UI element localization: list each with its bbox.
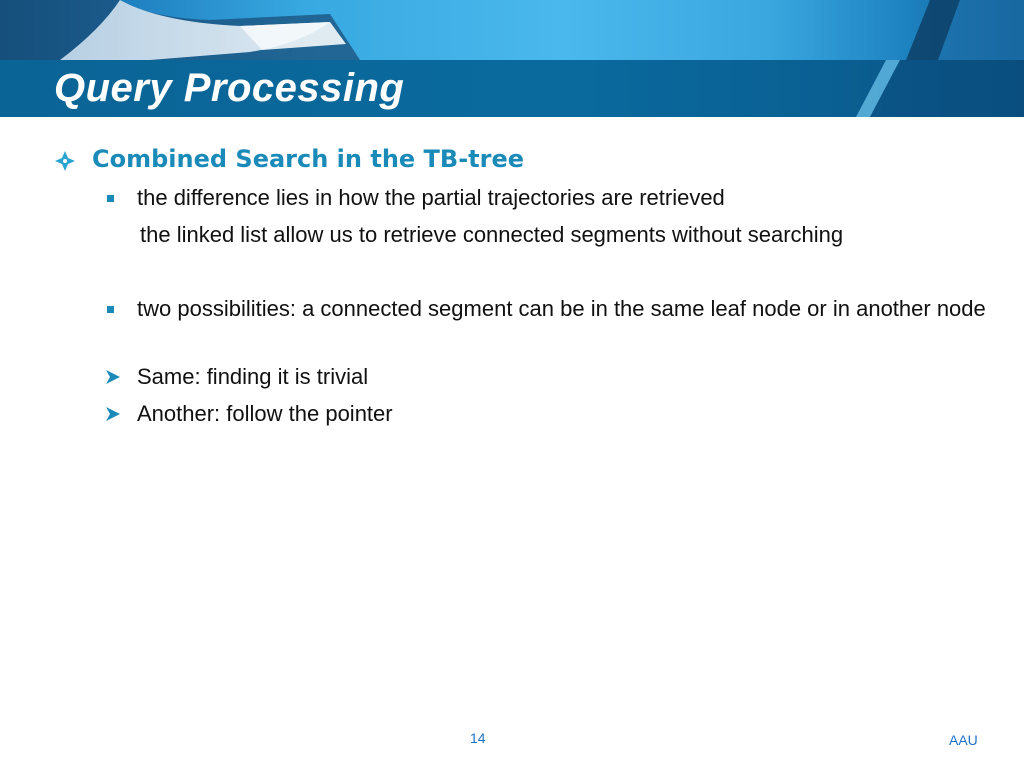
arrow-bullet-icon xyxy=(104,406,122,422)
heading-text: Combined Search in the TB-tree xyxy=(92,145,525,173)
bullet-item-text: two possibilities: a connected segment can be in the same leaf node or in another node xyxy=(137,296,986,321)
diamond-four-petal-icon xyxy=(55,151,75,171)
note-text: the linked list allow us to retrieve connected segments without searching xyxy=(140,222,844,247)
arrow-bullet-icon xyxy=(104,369,122,385)
banner-photo-image xyxy=(0,0,1024,60)
page-number: 14 xyxy=(470,730,486,746)
square-bullet-icon xyxy=(107,195,114,202)
bullet-item-text: the difference lies in how the partial trajectories are retrieved xyxy=(137,185,725,210)
header-banner xyxy=(0,0,1024,117)
sub-bullet-text: Another: follow the pointer xyxy=(137,401,393,426)
footer-org-label: AAU xyxy=(949,732,978,748)
sub-bullet-text: Same: finding it is trivial xyxy=(137,364,369,389)
square-bullet-icon xyxy=(107,306,114,313)
slide-title: Query Processing xyxy=(54,66,405,110)
